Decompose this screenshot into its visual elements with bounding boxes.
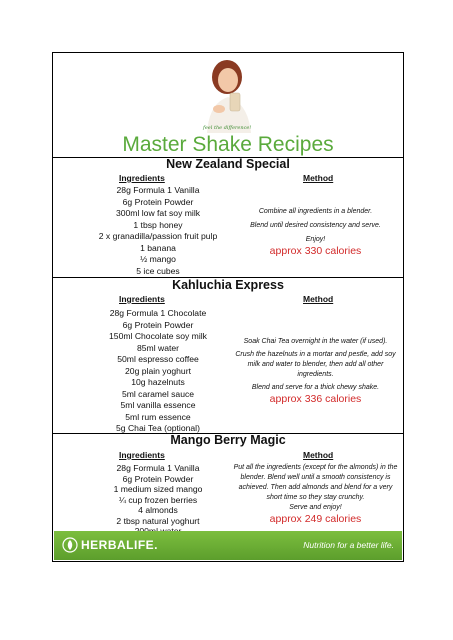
ingredient-item: 2 tbsp natural yoghurt xyxy=(116,515,200,526)
page-title: Master Shake Recipes xyxy=(122,133,334,156)
ingredient-item: 5g Chai Tea (optional) xyxy=(116,423,200,433)
brand-name: HERBALIFE. xyxy=(81,538,158,552)
ingredient-item: 150ml Chocolate soy milk xyxy=(109,331,207,341)
ingredient-item: 5ml rum essence xyxy=(125,411,191,422)
calorie-count: approx 330 calories xyxy=(269,245,362,257)
ingredient-item: 5ml caramel sauce xyxy=(121,388,195,399)
ingredient-item: 2 x granadilla/passion fruit pulp xyxy=(98,231,218,241)
slogan: Nutrition for a better life. xyxy=(303,540,394,550)
recipe-title: New Zealand Special xyxy=(166,157,290,171)
leaf-icon xyxy=(62,537,78,553)
ingredient-item: 28g Formula 1 Vanilla xyxy=(116,185,200,195)
method-step: Blend until desired consistency and serve. xyxy=(250,222,381,229)
ingredient-item: 300ml low fat soy milk xyxy=(115,208,201,218)
ingredients-heading: Ingredients xyxy=(119,294,165,304)
ingredient-item: 6g Protein Powder xyxy=(122,319,194,330)
method-step: Blend and serve for a thick chewy shake. xyxy=(251,384,380,391)
method-step: Crush the hazelnuts in a mortar and pestle, add soy milk and water to blender, then add all other ingredients. xyxy=(235,351,396,378)
ingredient-item: 10g hazelnuts xyxy=(131,377,185,387)
ingredient-item: 6g Protein Powder xyxy=(122,473,194,484)
ingredient-item: 5ml vanilla essence xyxy=(120,400,196,410)
ingredients-heading: Ingredients xyxy=(119,450,165,460)
ingredient-item: 28g Formula 1 Chocolate xyxy=(109,308,207,318)
ingredient-item: 6g Protein Powder xyxy=(122,196,194,207)
method-heading: Method xyxy=(303,294,334,304)
ingredient-item: 5 ice cubes xyxy=(136,265,180,276)
recipe-title: Mango Berry Magic xyxy=(170,433,286,447)
ingredients-list xyxy=(83,185,233,277)
calorie-count: approx 249 calories xyxy=(269,513,362,525)
herbalife-logo xyxy=(62,537,158,553)
method-text xyxy=(233,463,398,526)
woman-drinking-shake-image xyxy=(193,55,263,133)
ingredient-item: 1 banana xyxy=(140,242,176,253)
method-text xyxy=(233,337,398,406)
recipe-title: Kahluchia Express xyxy=(172,278,284,292)
method-step: Serve and enjoy! xyxy=(289,504,342,511)
method-step: Put all the ingredients (except for the almonds) in the blender. Blend well until a smooth consistency is achieved. Then add almonds and blend for a very short time so they stay crunchy. xyxy=(233,464,398,501)
method-step: Combine all ingredients in a blender. xyxy=(258,208,373,215)
ingredient-item: ½ mango xyxy=(140,254,176,264)
ingredient-item: 50ml espresso coffee xyxy=(117,354,199,364)
recipe-sheet xyxy=(52,52,404,562)
method-heading: Method xyxy=(303,450,334,460)
calorie-count: approx 336 calories xyxy=(269,393,362,405)
ingredient-item: 1 tbsp honey xyxy=(133,219,183,230)
tagline: feel the difference! xyxy=(203,125,252,131)
herbalife-footer-banner xyxy=(54,531,402,560)
method-heading: Method xyxy=(303,173,334,183)
ingredient-item: ¼ cup frozen berries xyxy=(118,494,198,505)
ingredient-item: 4 almonds xyxy=(138,505,178,515)
ingredients-heading: Ingredients xyxy=(119,173,165,183)
method-text xyxy=(233,207,398,258)
ingredient-item: 1 medium sized mango xyxy=(113,484,203,494)
method-step: Soak Chai Tea overnight in the water (if used). xyxy=(243,338,388,345)
ingredient-item: 28g Formula 1 Vanilla xyxy=(116,463,200,473)
ingredients-list xyxy=(83,463,233,537)
ingredients-list xyxy=(83,308,233,435)
method-step: Enjoy! xyxy=(305,236,326,243)
ingredient-item: 20g plain yoghurt xyxy=(125,365,191,376)
ingredient-item: 85ml water xyxy=(136,342,180,353)
